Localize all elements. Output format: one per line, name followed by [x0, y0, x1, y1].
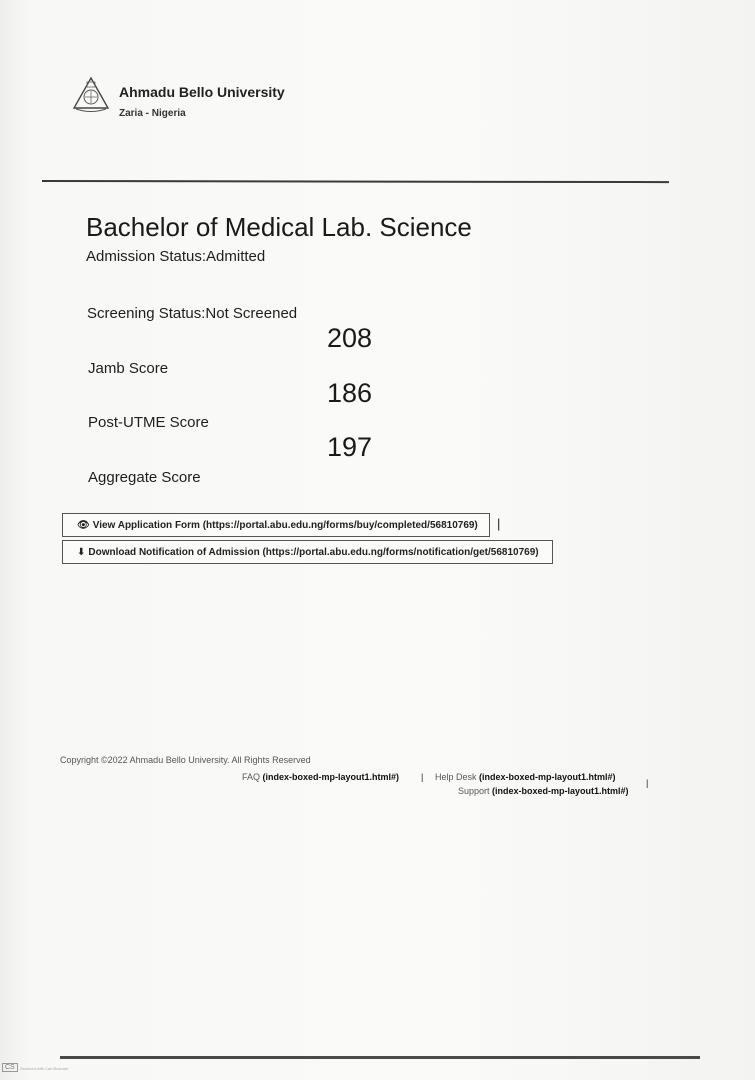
download-notification-text: Download Notification of Admission (https://portal.abu.edu.ng/forms/notification/get/56810769) — [88, 546, 539, 558]
faq-label: FAQ — [242, 772, 261, 782]
university-name: Ahmadu Bello University — [119, 84, 285, 100]
jamb-score-label: Jamb Score — [88, 360, 169, 377]
scanner-badge: CS — [2, 1063, 18, 1072]
link-separator: | — [497, 516, 501, 531]
faq-url: (index-boxed-mp-layout1.html#) — [262, 772, 400, 782]
support-label: Support — [458, 786, 490, 796]
faq-link[interactable] — [242, 772, 399, 782]
jamb-score-value: 208 — [327, 323, 373, 353]
download-notification-link[interactable] — [62, 540, 553, 564]
post-utme-score-value: 186 — [327, 378, 373, 408]
programme-title: Bachelor of Medical Lab. Science — [86, 212, 472, 242]
view-application-form-link[interactable] — [62, 513, 490, 537]
footer-separator: | — [646, 778, 649, 788]
help-desk-link[interactable] — [435, 772, 616, 782]
support-url: (index-boxed-mp-layout1.html#) — [492, 786, 629, 796]
copyright-text: Copyright ©2022 Ahmadu Bello University. All Rights Reserved — [60, 755, 311, 765]
university-crest-icon — [72, 76, 110, 112]
view-application-form-text: View Application Form (https://portal.abu.edu.ng/forms/buy/completed/56810769) — [92, 519, 478, 531]
screening-status: Screening Status:Not Screened — [87, 305, 298, 322]
download-icon: ⬇ — [77, 546, 86, 558]
help-desk-label: Help Desk — [435, 772, 477, 782]
post-utme-score-label: Post-UTME Score — [88, 414, 209, 431]
help-desk-url: (index-boxed-mp-layout1.html#) — [479, 772, 616, 782]
support-link[interactable] — [458, 786, 629, 796]
aggregate-score-value: 197 — [327, 432, 373, 462]
admission-status: Admission Status:Admitted — [86, 248, 266, 265]
eye-icon: 👁 — [77, 519, 90, 531]
page-bottom-edge — [60, 1056, 700, 1059]
footer-separator: | — [421, 772, 424, 782]
aggregate-score-label: Aggregate Score — [88, 469, 201, 486]
scanner-watermark: Scanned with CamScanner — [20, 1066, 69, 1071]
university-location: Zaria - Nigeria — [119, 108, 186, 119]
